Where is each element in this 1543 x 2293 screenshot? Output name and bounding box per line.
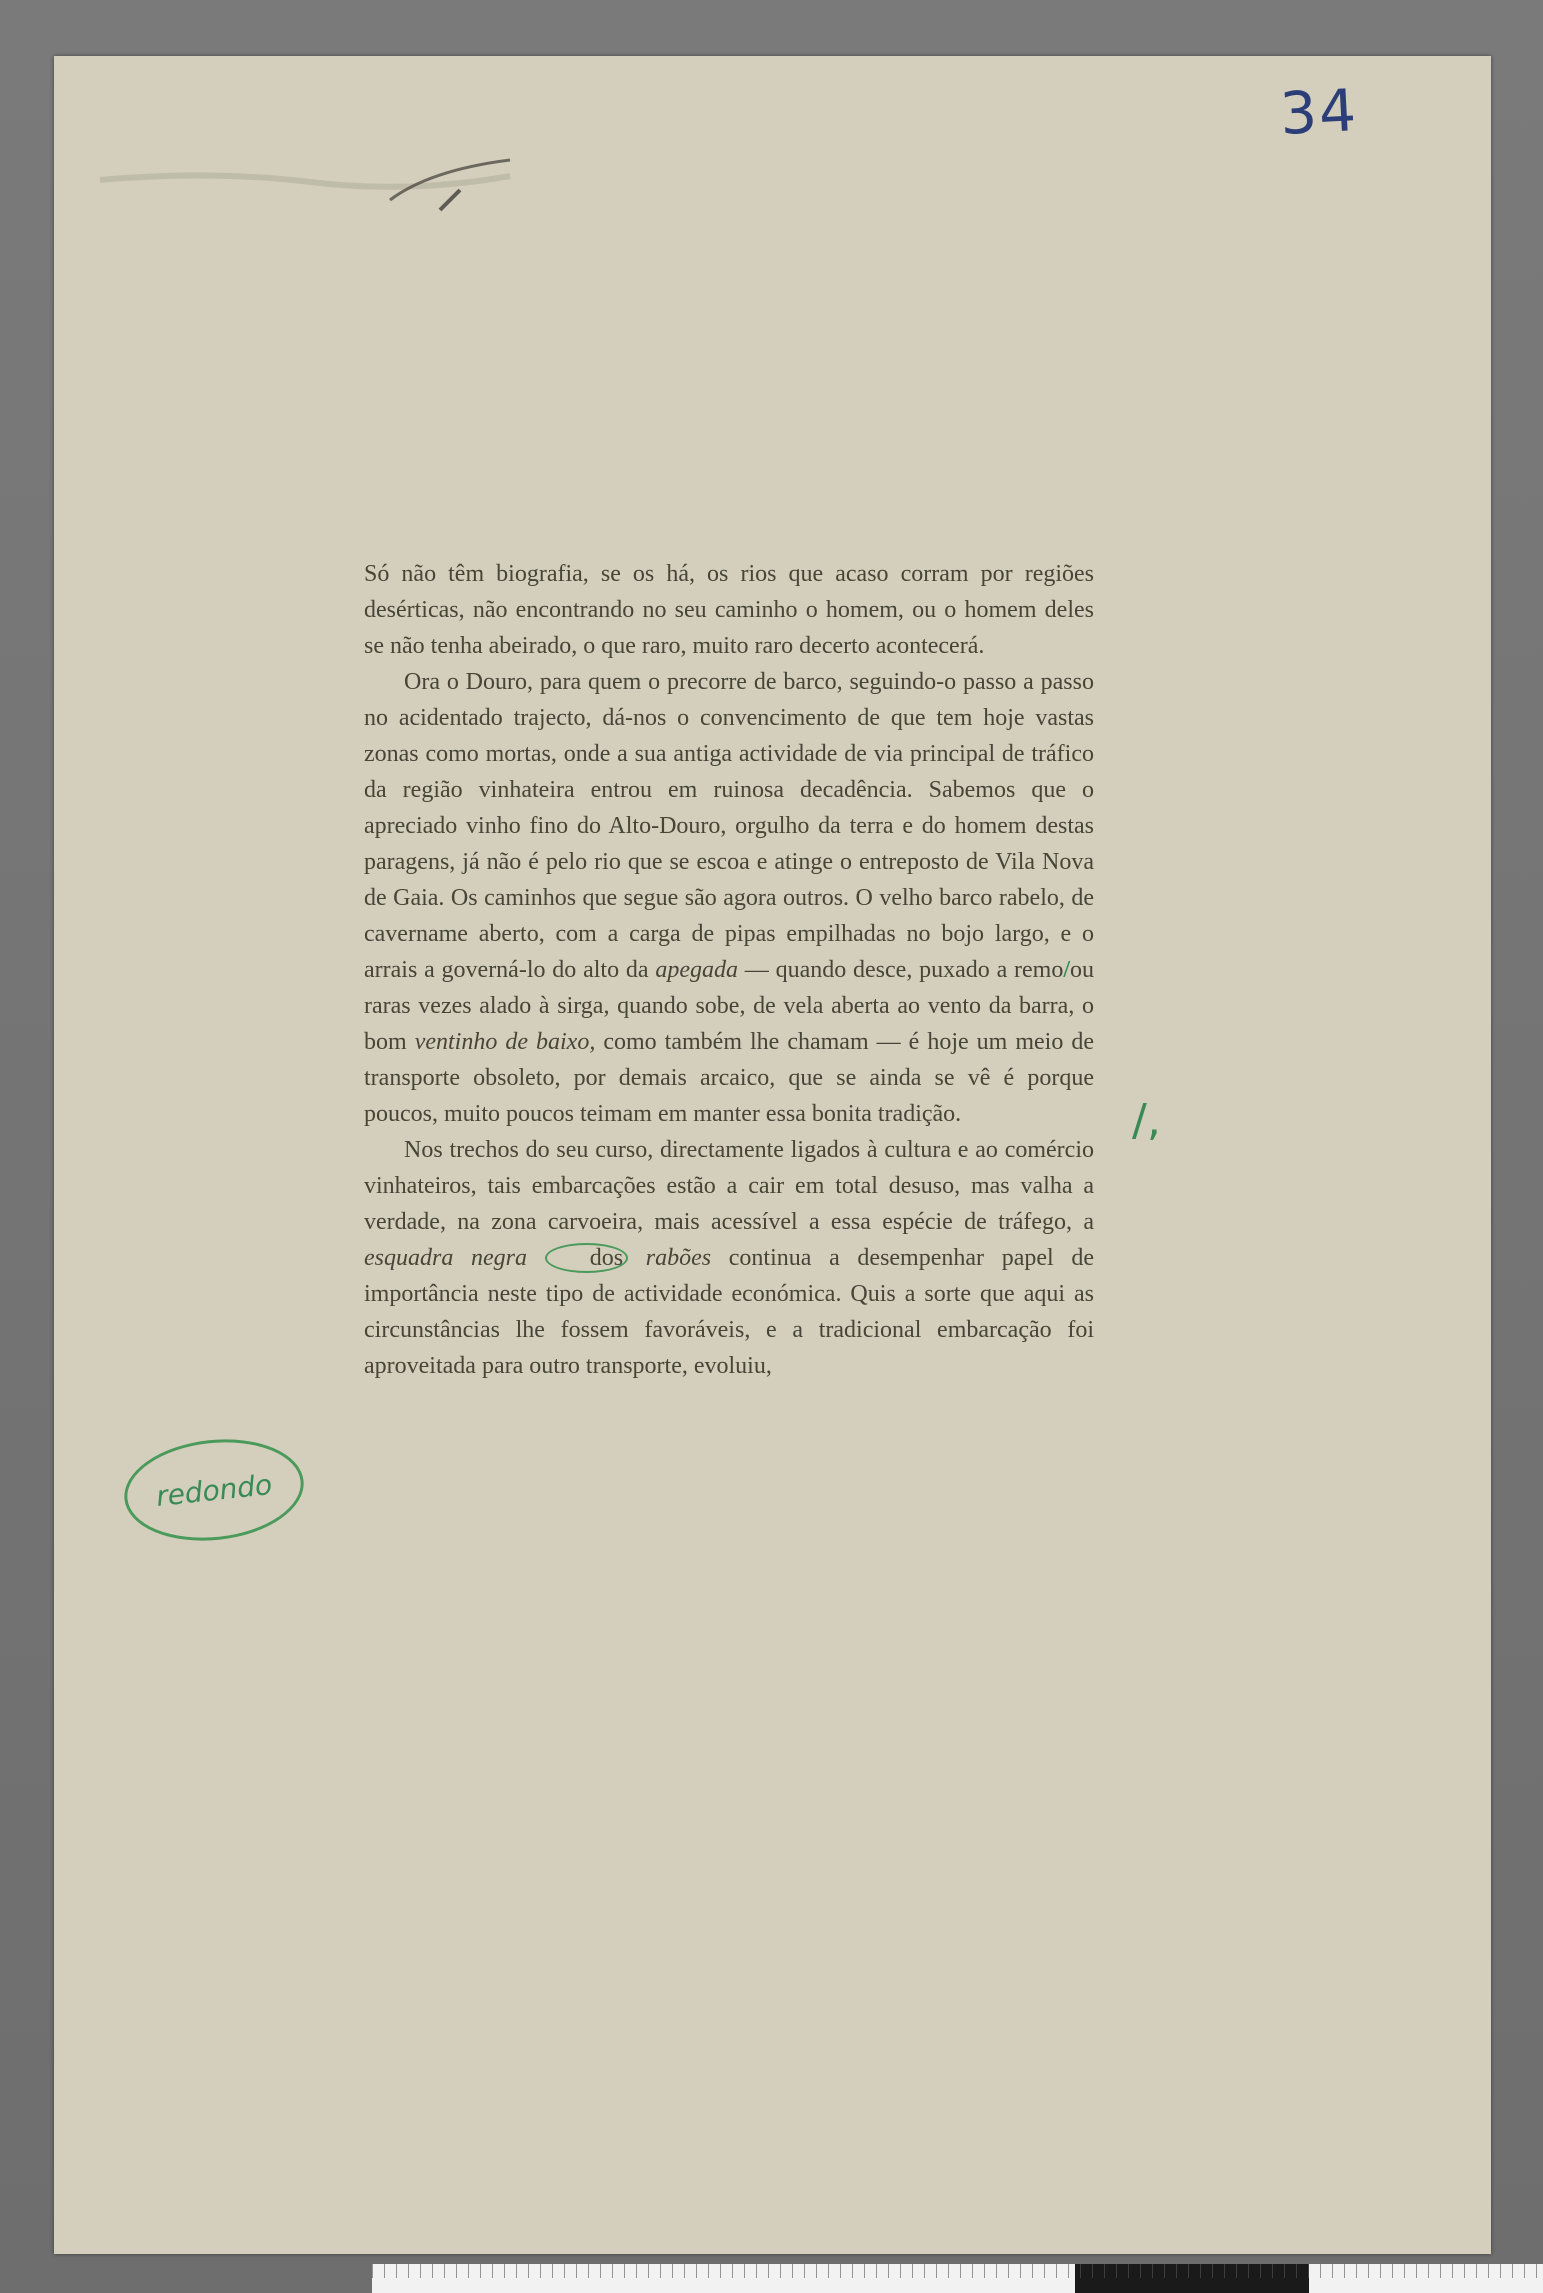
paragraph-1-text: Só não têm biografia, se os há, os rios que acaso corram por regiões desérticas, não encontrando no seu caminho o homem, ou o homem deles se não tenha abeirado, o que raro, muito raro decerto acontecerá.: [364, 561, 1094, 659]
paragraph-2-text-c: ou raras vezes alado à sirga, quando sobe, de vela aberta ao vento da barra, o bom: [364, 957, 1094, 1055]
paragraph-2-text-d: como também lhe chamam — é hoje um meio de transporte obsoleto, por demais arcaico, que se ainda se vê é porque poucos, muito poucos teimam em manter essa bonita tradição.: [364, 1029, 1094, 1127]
paragraph-1: [364, 556, 1094, 664]
circled-word: dos: [545, 1243, 628, 1273]
italic-term-esquadra: esquadra negra: [364, 1245, 528, 1271]
paragraph-2: [364, 664, 1094, 1132]
margin-note-text: redondo: [154, 1467, 274, 1513]
paragraph-3: [364, 1132, 1094, 1384]
ink-smudge: [90, 140, 650, 230]
paragraph-3-text-a: Nos trechos do seu curso, directamente ligados à cultura e ao comércio vinhateiros, tais embarcações estão a cair em total desuso, mas valha a verdade, na zona carvoeira, mais acessível a essa espécie de tráfego, a: [364, 1137, 1094, 1235]
italic-term-apegada: apegada: [655, 957, 738, 983]
ruler-ticks: [372, 2264, 1543, 2278]
body-text: [364, 556, 1094, 1384]
italic-term-ventinho: ventinho de baixo,: [414, 1029, 596, 1055]
correction-slash: /: [1063, 957, 1070, 983]
italic-term-raboes: rabões: [645, 1245, 712, 1271]
paragraph-2-text-a: Ora o Douro, para quem o precorre de barco, seguindo-o passo a passo no acidentado trajecto, dá-nos o convencimento de que tem hoje vastas zonas como mortas, onde a sua antiga actividade de via principal de tráfico da região vinhateira entrou em ruinosa decadência. Sabemos que o apreciado vinho fino do Alto-Douro, orgulho da terra e do homem destas paragens, já não é pelo rio que se escoa e atinge o entreposto de Vila Nova de Gaia. Os caminhos que segue são agora outros. O velho barco rabelo, de cavername aberto, com a carga de pipas empilhadas no bojo largo, e o arrais a governá-lo do alto da: [364, 669, 1094, 983]
paragraph-2-text-b: — quando desce, puxado a remo: [737, 957, 1064, 983]
scale-ruler: [372, 2264, 1543, 2293]
paragraph-3-text-b: continua a desempenhar papel de importância neste tipo de actividade económica. Quis a sorte que aqui as circunstâncias lhe fossem favoráveis, e a tradicional embarcação foi aproveitada para outro transporte, evoluiu,: [364, 1245, 1095, 1379]
margin-correction-mark: /,: [1132, 1095, 1161, 1146]
page-number: 34: [1278, 76, 1360, 148]
